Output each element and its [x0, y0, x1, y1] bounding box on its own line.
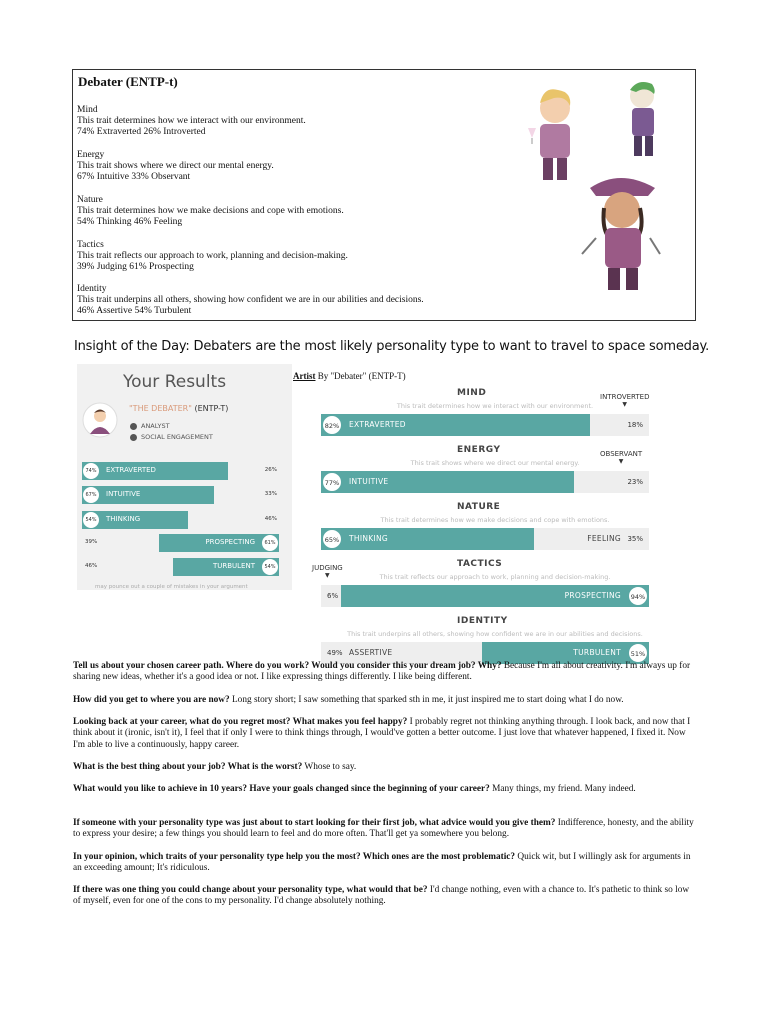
card-bar-turbulent	[82, 558, 279, 576]
blond-character-icon	[528, 89, 570, 180]
joker-character-icon	[630, 82, 655, 156]
trait-name: Mind	[77, 105, 98, 115]
bar-right-percent: 61%	[261, 534, 279, 552]
question: What would you like to achieve in 10 years? Have your goals changed since the beginning of your career?	[73, 784, 490, 794]
card-bar-extraverted	[82, 462, 279, 480]
result-right-percent: 51%	[628, 643, 648, 663]
bar-label: THINKING	[106, 515, 141, 523]
trait-value: 39% Judging 61% Prospecting	[77, 262, 194, 273]
bar-label: EXTRAVERTED	[106, 466, 156, 474]
trait-block-mind	[77, 105, 306, 139]
bar-right-percent: 54%	[261, 558, 279, 576]
result-left-percent: 6%	[327, 592, 339, 600]
answer: Indifference, honesty, and the ability to express your desire; a few things you should learn to feel and do more often. That'll get ya somewhere you belong.	[73, 818, 694, 840]
result-description: This trait shows where we direct our mental energy.	[410, 459, 580, 467]
answer: Whose to say.	[302, 762, 357, 772]
results-card	[77, 364, 292, 590]
result-heading: IDENTITY	[457, 616, 508, 626]
trait-desc: This trait reflects our approach to work, planning and decision-making.	[77, 251, 348, 262]
result-label: PROSPECTING	[564, 591, 621, 600]
trait-block-energy	[77, 150, 274, 184]
result-description: This trait reflects our approach to work, planning and decision-making.	[379, 573, 611, 581]
result-description: This trait determines how we interact with our environment.	[396, 402, 594, 410]
result-bar-nature	[321, 528, 649, 550]
result-label: INTUITIVE	[349, 477, 389, 486]
result-left-percent: 82%	[322, 415, 342, 435]
result-side-label: INTROVERTED ▼	[600, 393, 650, 408]
answer: Many things, my friend. Many indeed.	[489, 784, 636, 794]
question: Looking back at your career, what do you regret most? What makes you feel happy?	[73, 717, 408, 727]
trait-value: 67% Intuitive 33% Observant	[77, 172, 191, 183]
qa-paragraph	[73, 717, 698, 751]
trait-value: 46% Assertive 54% Turbulent	[77, 306, 192, 317]
card-bar-intuitive	[82, 486, 279, 504]
qa-paragraph	[73, 885, 698, 908]
bar-left-percent: 67%	[82, 486, 100, 504]
answer: Because I'm all about creativity. I'm always up for sharing new ideas, whether it's a good idea or not. I like expressing things differently. I like being different.	[73, 661, 691, 683]
bar-right-percent: 46%	[264, 516, 277, 522]
card-strategy: SOCIAL ENGAGEMENT	[130, 433, 213, 441]
card-type: "THE DEBATER" (ENTP-T)	[129, 404, 229, 413]
qa-paragraph	[73, 661, 698, 684]
result-side-label: JUDGING ▼	[312, 564, 343, 579]
card-bar-prospecting	[82, 534, 279, 552]
result-bar-tactics	[321, 585, 649, 607]
result-opposite-label: ASSERTIVE	[349, 648, 393, 657]
answer: I probably regret not thinking anything through. I look back, and now that I think about it (ironic, isn't it), I feel that if only I were to think things through, I would've gotten a better outcome. I just love that whatever happened, I fixed it. Now I'm able to live a continuously, happy career.	[73, 717, 691, 750]
result-label: TURBULENT	[573, 648, 621, 657]
trait-desc: This trait determines how we make decisions and cope with emotions.	[77, 206, 344, 217]
bar-right-percent: 26%	[264, 467, 277, 473]
debater-characters-illustration	[510, 78, 690, 308]
card-title: Your Results	[123, 372, 227, 392]
result-right-percent: 23%	[627, 478, 643, 486]
strategy-icon	[130, 434, 137, 441]
bar-left-percent: 54%	[82, 511, 100, 529]
trait-name: Nature	[77, 195, 103, 205]
trait-block-nature	[77, 195, 344, 229]
result-heading: NATURE	[457, 502, 501, 512]
bar-right-percent: 33%	[264, 491, 277, 497]
bar-label: TURBULENT	[212, 562, 255, 570]
trait-summary-box	[72, 69, 696, 321]
answer: Quick wit, but I willingly ask for arguments in an exceeding amount; It's ridiculous.	[73, 852, 691, 874]
result-heading: MIND	[457, 388, 487, 398]
question: If there was one thing you could change about your personality type, what would that be?	[73, 885, 428, 895]
card-bar-thinking	[82, 511, 279, 529]
result-right-percent: 94%	[628, 586, 648, 606]
bar-left-percent: 74%	[82, 462, 100, 480]
result-right-percent: 18%	[627, 421, 643, 429]
question: In your opinion, which traits of your personality type help you the most? Which ones are the most problematic?	[73, 852, 516, 862]
tag-icon	[130, 423, 137, 430]
question: What is the best thing about your job? What is the worst?	[73, 762, 303, 772]
question: How did you get to where you are now?	[73, 695, 230, 705]
answer: I'd change nothing, even with a chance to. It's pathetic to think so low of myself, even for one of the cons to my personality. I'd change absolutely nothing.	[73, 885, 690, 907]
bar-left-percent: 46%	[85, 563, 98, 569]
result-description: This trait underpins all others, showing how confident we are in our abilities and decisions.	[347, 630, 643, 638]
trait-name: Energy	[77, 150, 105, 160]
box-title: Debater (ENTP-t)	[78, 74, 178, 89]
artist-caption: Artist By "Debater" (ENTP-T)	[293, 371, 406, 381]
bar-label: PROSPECTING	[205, 538, 255, 546]
trait-block-identity	[77, 284, 424, 318]
result-opposite-label: FEELING	[587, 534, 621, 543]
result-side-label: OBSERVANT ▼	[600, 450, 643, 465]
answer: Long story short; I saw something that sparked sth in me, it just inspired me to start doing what I do now.	[229, 695, 624, 705]
result-left-percent: 49%	[327, 649, 343, 657]
result-label: THINKING	[349, 534, 388, 543]
avatar	[82, 402, 118, 438]
trait-name: Tactics	[77, 240, 104, 250]
bar-label: INTUITIVE	[106, 490, 141, 498]
trait-desc: This trait underpins all others, showing how confident we are in our abilities and decisions.	[77, 295, 424, 306]
qa-paragraph	[73, 818, 698, 841]
result-heading: TACTICS	[457, 559, 503, 569]
qa-paragraph	[73, 762, 698, 773]
qa-paragraph	[73, 695, 698, 706]
result-heading: ENERGY	[457, 445, 501, 455]
trait-name: Identity	[77, 284, 107, 294]
insight-of-the-day: Insight of the Day: Debaters are the most likely personality type to want to travel to space someday.	[74, 339, 710, 354]
result-bar-energy	[321, 471, 649, 493]
trait-block-tactics	[77, 240, 348, 274]
bar-fill	[82, 486, 214, 504]
trait-value: 54% Thinking 46% Feeling	[77, 217, 183, 228]
result-bar-mind	[321, 414, 649, 436]
qa-paragraph	[73, 784, 698, 795]
result-left-percent: 65%	[322, 529, 342, 549]
qa-paragraph	[73, 852, 698, 875]
result-description: This trait determines how we make decisions and cope with emotions.	[380, 516, 610, 524]
trait-desc: This trait shows where we direct our mental energy.	[77, 161, 274, 172]
result-right-percent: 35%	[627, 535, 643, 543]
card-role: ANALYST	[130, 422, 170, 430]
result-label: EXTRAVERTED	[349, 420, 406, 429]
question: Tell us about your chosen career path. Where do you work? Would you consider this your dream job? Why?	[73, 661, 502, 671]
question: If someone with your personality type was just about to start looking for their first job, what advice would you give them?	[73, 818, 556, 828]
result-left-percent: 77%	[322, 472, 342, 492]
trait-value: 74% Extraverted 26% Introverted	[77, 127, 206, 138]
card-footnote: may pounce out a couple of mistakes in your argument	[95, 584, 248, 590]
bar-left-percent: 39%	[85, 539, 98, 545]
pirate-character-icon	[582, 178, 660, 290]
trait-desc: This trait determines how we interact with our environment.	[77, 116, 306, 127]
